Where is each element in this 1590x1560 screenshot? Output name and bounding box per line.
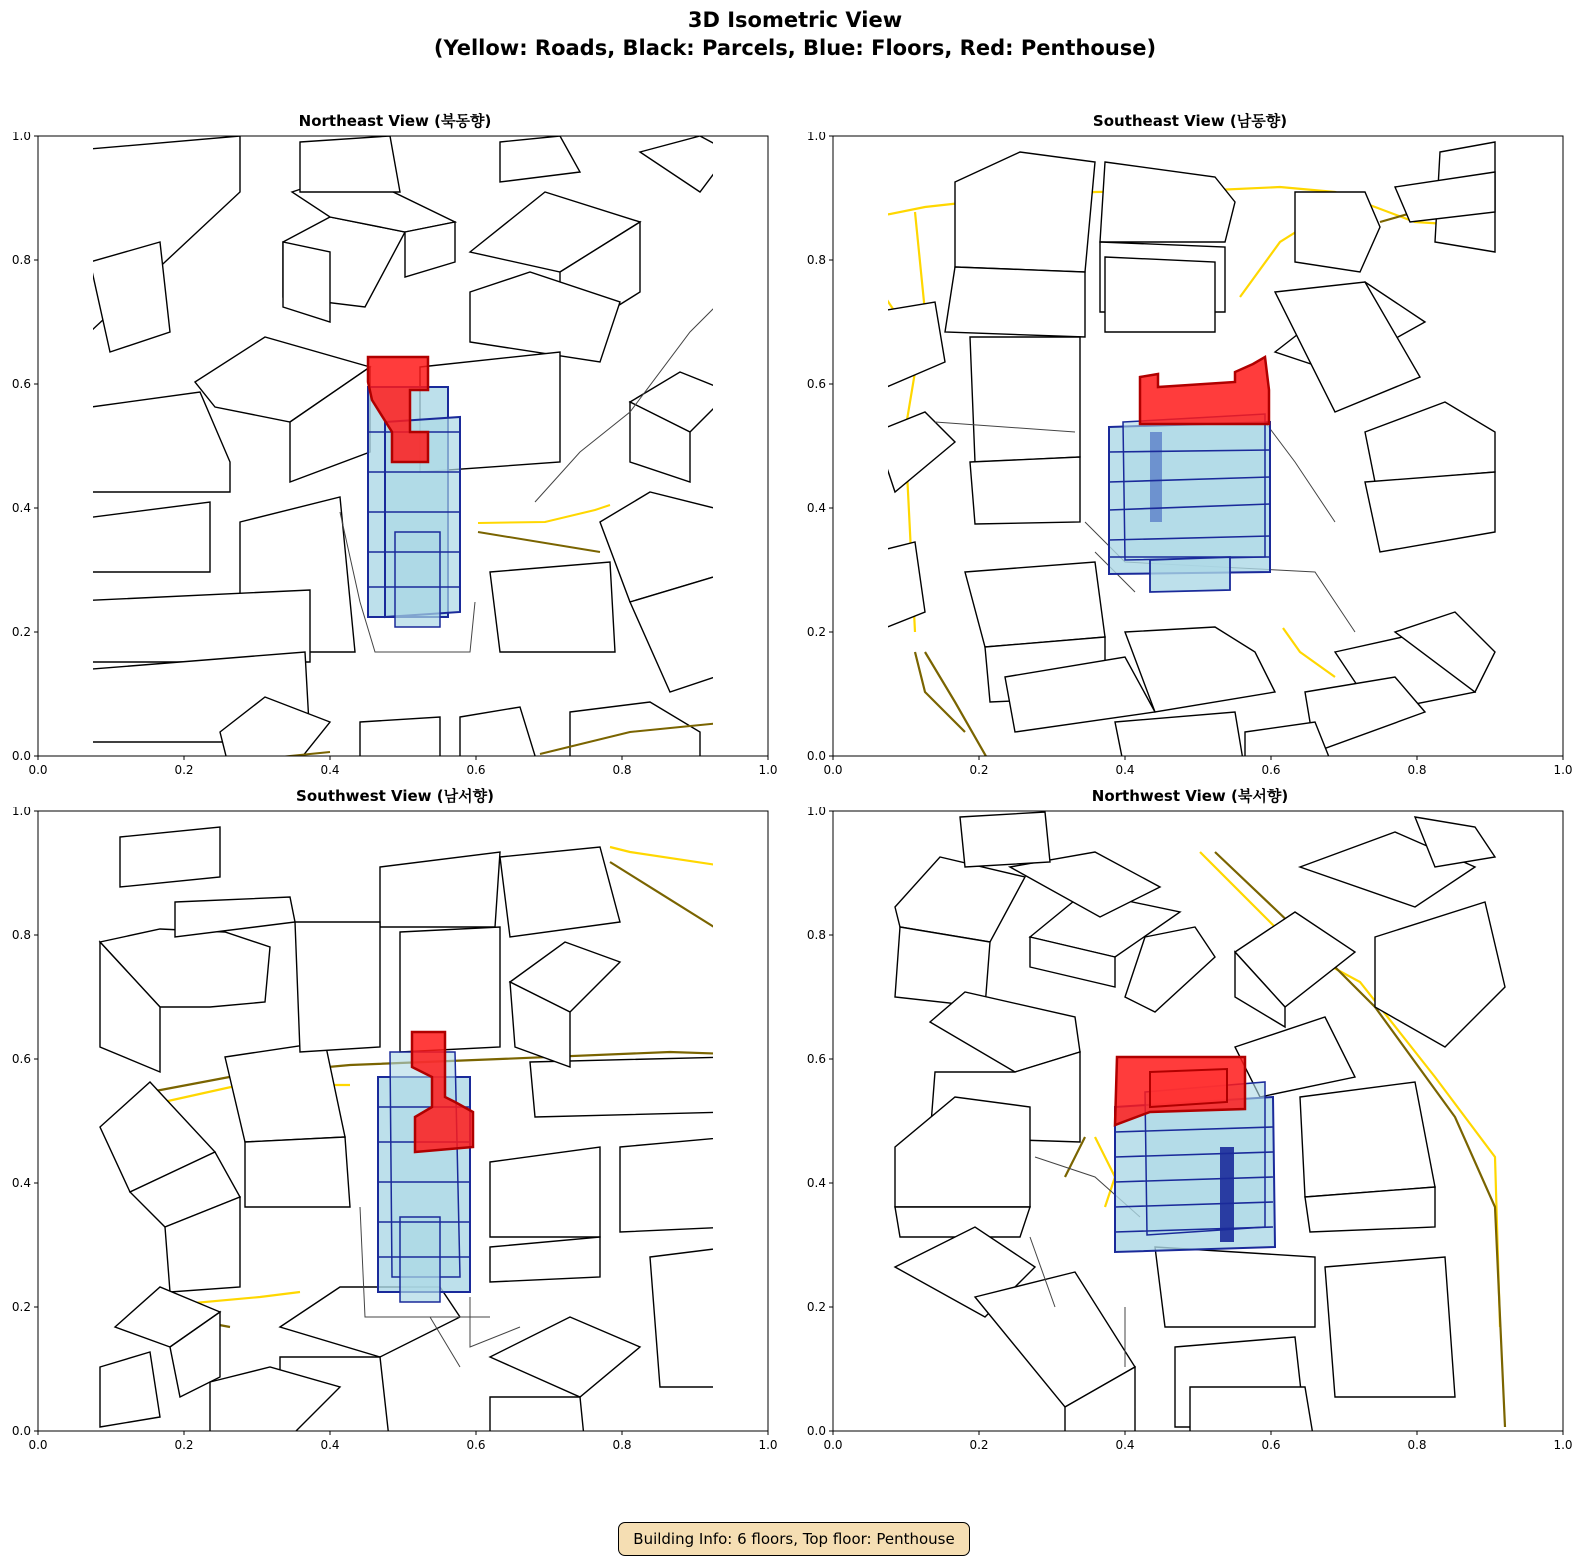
x-tick-label: 0.8 — [1407, 763, 1427, 777]
figure-title-line1: 3D Isometric View — [687, 8, 903, 32]
x-tick-label: 0.6 — [1261, 763, 1281, 777]
y-tick-label: 1.0 — [806, 807, 826, 818]
x-tick-label: 0.6 — [466, 763, 486, 777]
panel-northeast — [0, 110, 790, 810]
x-tick-label: 0.2 — [969, 763, 989, 777]
y-tick-label: 0.0 — [11, 1424, 31, 1438]
y-tick-label: 0.8 — [806, 253, 826, 267]
x-tick-label: 0.8 — [1407, 1438, 1427, 1452]
scene-northeast — [55, 136, 730, 772]
y-tick-label: 0.0 — [806, 1424, 826, 1438]
y-tick-label: 0.6 — [11, 1052, 31, 1066]
y-tick-label: 0.8 — [806, 928, 826, 942]
panel-southeast — [795, 110, 1585, 810]
y-tick-label: 1.0 — [11, 132, 31, 143]
y-tick-label: 0.8 — [11, 928, 31, 942]
y-tick-label: 1.0 — [11, 807, 31, 818]
y-tick-label: 0.2 — [806, 1300, 826, 1314]
x-tick-label: 0.4 — [320, 763, 340, 777]
building-info-box: Building Info: 6 floors, Top floor: Penthouse — [618, 1522, 970, 1556]
x-tick-label: 0.4 — [1115, 1438, 1135, 1452]
y-tick-label: 0.2 — [11, 1300, 31, 1314]
axes-southeast — [795, 132, 1585, 802]
scene-southeast — [875, 142, 1495, 772]
y-tick-label: 0.4 — [11, 1176, 31, 1190]
y-tick-label: 0.2 — [806, 625, 826, 639]
x-tick-label: 0.8 — [612, 1438, 632, 1452]
x-tick-label: 0.4 — [320, 1438, 340, 1452]
x-tick-label: 0.6 — [1261, 1438, 1281, 1452]
scene-northwest — [895, 812, 1505, 1447]
x-tick-label: 1.0 — [1553, 1438, 1573, 1452]
axes-southwest — [0, 807, 790, 1477]
panel-southwest — [0, 785, 790, 1485]
x-tick-label: 0.0 — [823, 763, 843, 777]
x-tick-label: 0.8 — [612, 763, 632, 777]
floors — [1109, 414, 1270, 592]
x-tick-label: 1.0 — [1553, 763, 1573, 777]
y-tick-label: 0.6 — [11, 377, 31, 391]
x-tick-label: 0.2 — [174, 1438, 194, 1452]
x-tick-label: 0.4 — [1115, 763, 1135, 777]
x-tick-label: 0.0 — [823, 1438, 843, 1452]
panel-title: Northwest View (북서향) — [1091, 787, 1289, 805]
x-tick-label: 1.0 — [758, 763, 778, 777]
figure-title — [0, 6, 1590, 62]
panel-title: Southeast View (남동향) — [1092, 112, 1288, 130]
x-tick-label: 0.2 — [969, 1438, 989, 1452]
x-tick-label: 0.0 — [28, 1438, 48, 1452]
x-tick-label: 0.2 — [174, 763, 194, 777]
penthouse — [1140, 357, 1269, 424]
y-tick-label: 0.6 — [806, 377, 826, 391]
scene-southwest — [100, 827, 730, 1447]
x-tick-label: 1.0 — [758, 1438, 778, 1452]
y-tick-label: 0.4 — [11, 501, 31, 515]
panel-northwest — [795, 785, 1585, 1485]
figure-title-line2: (Yellow: Roads, Black: Parcels, Blue: Floors, Red: Penthouse) — [433, 36, 1157, 60]
x-tick-label: 0.6 — [466, 1438, 486, 1452]
y-tick-label: 0.6 — [806, 1052, 826, 1066]
panel-title: Northeast View (북동향) — [298, 112, 492, 130]
y-tick-label: 0.0 — [11, 749, 31, 763]
x-tick-label: 0.0 — [28, 763, 48, 777]
axes-northwest — [795, 807, 1585, 1477]
y-tick-label: 0.8 — [11, 253, 31, 267]
y-tick-label: 0.4 — [806, 501, 826, 515]
floors — [378, 1052, 470, 1302]
y-tick-label: 0.4 — [806, 1176, 826, 1190]
panel-title: Southwest View (남서향) — [296, 787, 494, 805]
axes-northeast — [0, 132, 790, 802]
y-tick-label: 0.2 — [11, 625, 31, 639]
floors — [368, 387, 460, 627]
y-tick-label: 1.0 — [806, 132, 826, 143]
y-tick-label: 0.0 — [806, 749, 826, 763]
